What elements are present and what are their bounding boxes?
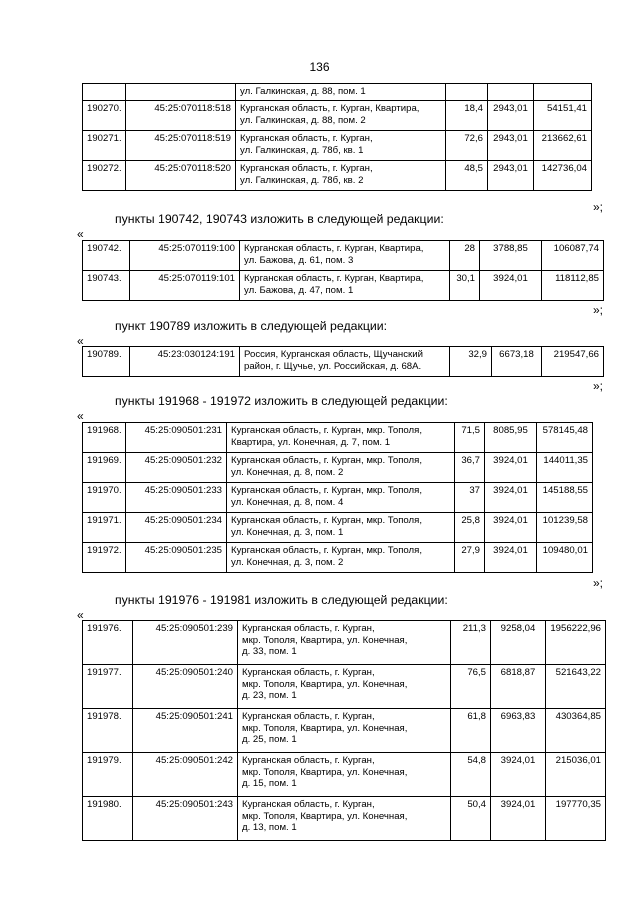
area-cell: 54,8 — [451, 753, 491, 797]
cost-cell: 219547,66 — [542, 347, 604, 377]
cost-cell: 1956222,96 — [546, 621, 606, 665]
item-number-cell: 191977. — [83, 665, 133, 709]
cost-cell: 578145,48 — [537, 423, 593, 453]
area-cell: 32,9 — [450, 347, 492, 377]
cost-cell: 106087,74 — [542, 241, 604, 271]
cost-cell: 118112,85 — [542, 271, 604, 301]
table-row — [83, 797, 606, 841]
item-number-cell: 191976. — [83, 621, 133, 665]
area-cell: 27,9 — [455, 543, 485, 573]
cadastral-number-cell: 45:25:090501:234 — [126, 513, 227, 543]
cost-cell: 197770,35 — [546, 797, 606, 841]
cadastral-number-cell: 45:25:070118:519 — [126, 131, 236, 161]
address-line: мкр. Тополя, Квартира, ул. Конечная, — [242, 810, 408, 822]
address-line: Курганская область, г. Курган, Квартира, — [244, 273, 424, 284]
cost-cell: 215036,01 — [546, 753, 606, 797]
address-line: ул. Конечная, д. 3, пом. 1 — [231, 526, 344, 538]
area-cell: 50,4 — [451, 797, 491, 841]
section-heading: пункты 190742, 190743 изложить в следующей редакции: — [115, 212, 444, 226]
table-row — [83, 241, 604, 271]
item-number-cell: 191968. — [83, 423, 126, 453]
opening-quote: « — [77, 334, 84, 348]
unit-price-cell: 3924,01 — [491, 797, 546, 841]
address-line: ул. Бажова, д. 61, пом. 3 — [244, 254, 354, 266]
cadastral-number-cell — [126, 84, 236, 101]
section-heading: пункты 191968 - 191972 изложить в следующей редакции: — [115, 394, 448, 408]
address-line: д. 25, пом. 1 — [242, 734, 297, 745]
area-cell: 18,4 — [446, 101, 488, 131]
address-line: ул. Бажова, д. 47, пом. 1 — [244, 284, 354, 296]
cadastral-number-cell: 45:25:090501:243 — [133, 797, 238, 841]
address-line: д. 15, пом. 1 — [242, 778, 297, 789]
item-number-cell: 191969. — [83, 453, 126, 483]
cadastral-number-cell: 45:25:090501:232 — [126, 453, 227, 483]
unit-price-cell: 2943,01 — [488, 131, 534, 161]
unit-price-cell: 2943,01 — [488, 101, 534, 131]
section-heading: пункт 190789 изложить в следующей редакции: — [115, 319, 388, 333]
item-number-cell: 190743. — [83, 271, 130, 301]
area-cell: 30,1 — [450, 271, 480, 301]
unit-price-cell: 3924,01 — [485, 513, 537, 543]
table-row — [83, 84, 592, 101]
cost-cell: 101239,58 — [537, 513, 593, 543]
table-row — [83, 423, 593, 453]
unit-price-cell: 2943,01 — [488, 161, 534, 191]
item-number-cell: 190742. — [83, 241, 130, 271]
table-row — [83, 543, 593, 573]
address-cell — [240, 241, 450, 271]
cost-cell: 145188,55 — [537, 483, 593, 513]
unit-price-cell: 3788,85 — [480, 241, 542, 271]
address-line: ул. Галкинская, д. 88, пом. 2 — [240, 114, 366, 126]
unit-price-cell — [488, 84, 534, 101]
area-cell: 37 — [455, 483, 485, 513]
address-line: Курганская область, г. Курган, мкр. Тополя, — [231, 455, 422, 466]
item-number-cell: 190271. — [83, 131, 126, 161]
table-row — [83, 709, 606, 753]
data-table — [82, 422, 593, 573]
address-line: д. 33, пом. 1 — [242, 646, 297, 657]
area-cell: 71,5 — [455, 423, 485, 453]
data-table — [82, 240, 604, 301]
closing-quote: »; — [592, 303, 603, 317]
address-cell — [238, 709, 451, 753]
address-line: Россия, Курганская область, Щучанский — [244, 349, 423, 360]
unit-price-cell: 6963,83 — [491, 709, 546, 753]
address-line: Курганская область, г. Курган, мкр. Тополя, — [231, 545, 422, 556]
cadastral-number-cell: 45:25:090501:242 — [133, 753, 238, 797]
table-row — [83, 131, 592, 161]
address-cell — [227, 543, 455, 573]
cost-cell: 54151,41 — [534, 101, 592, 131]
address-cell — [236, 101, 446, 131]
address-cell — [238, 621, 451, 665]
address-line: мкр. Тополя, Квартира, ул. Конечная, — [242, 766, 408, 778]
address-line: ул. Галкинская, д. 88, пом. 1 — [240, 86, 366, 97]
unit-price-cell: 9258,04 — [491, 621, 546, 665]
cost-cell: 109480,01 — [537, 543, 593, 573]
address-cell — [227, 453, 455, 483]
table-row — [83, 161, 592, 191]
opening-quote: « — [77, 608, 84, 622]
unit-price-cell: 3924,01 — [485, 483, 537, 513]
cadastral-number-cell: 45:23:030124:191 — [130, 347, 240, 377]
cost-cell: 142736,04 — [534, 161, 592, 191]
item-number-cell: 191970. — [83, 483, 126, 513]
unit-price-cell: 6818,87 — [491, 665, 546, 709]
address-line: мкр. Тополя, Квартира, ул. Конечная, — [242, 678, 408, 690]
cost-cell: 430364,85 — [546, 709, 606, 753]
table-row — [83, 665, 606, 709]
address-line: Курганская область, г. Курган, мкр. Тополя, — [231, 425, 422, 436]
address-line: ул. Конечная, д. 3, пом. 2 — [231, 556, 344, 568]
area-cell: 36,7 — [455, 453, 485, 483]
closing-quote: »; — [592, 576, 603, 590]
address-line: ул. Галкинская, д. 78б, кв. 2 — [240, 174, 364, 186]
unit-price-cell: 3924,01 — [485, 543, 537, 573]
cadastral-number-cell: 45:25:090501:231 — [126, 423, 227, 453]
address-cell — [236, 131, 446, 161]
cadastral-number-cell: 45:25:070119:101 — [130, 271, 240, 301]
unit-price-cell: 3924,01 — [491, 753, 546, 797]
address-line: д. 23, пом. 1 — [242, 690, 297, 701]
table-row — [83, 621, 606, 665]
table-row — [83, 347, 604, 377]
address-line: д. 13, пом. 1 — [242, 822, 297, 833]
cadastral-number-cell: 45:25:070119:100 — [130, 241, 240, 271]
address-line: Квартира, ул. Конечная, д. 7, пом. 1 — [231, 436, 391, 448]
cadastral-number-cell: 45:25:090501:240 — [133, 665, 238, 709]
area-cell: 28 — [450, 241, 480, 271]
address-line: Курганская область, г. Курган, — [242, 623, 375, 634]
cost-cell: 213662,61 — [534, 131, 592, 161]
address-cell — [227, 483, 455, 513]
address-line: район, г. Щучье, ул. Российская, д. 68А. — [244, 360, 422, 372]
data-table — [82, 620, 606, 841]
unit-price-cell: 3924,01 — [480, 271, 542, 301]
area-cell: 48,5 — [446, 161, 488, 191]
unit-price-cell: 8085,95 — [485, 423, 537, 453]
area-cell: 61,8 — [451, 709, 491, 753]
address-line: мкр. Тополя, Квартира, ул. Конечная, — [242, 634, 408, 646]
item-number-cell: 191979. — [83, 753, 133, 797]
data-table — [82, 346, 604, 377]
cadastral-number-cell: 45:25:090501:241 — [133, 709, 238, 753]
area-cell: 211,3 — [451, 621, 491, 665]
opening-quote: « — [77, 227, 84, 241]
item-number-cell: 190789. — [83, 347, 130, 377]
address-line: ул. Конечная, д. 8, пом. 2 — [231, 466, 344, 478]
address-line: Курганская область, г. Курган, Квартира, — [244, 243, 424, 254]
closing-quote: »; — [592, 379, 603, 393]
address-cell — [227, 513, 455, 543]
item-number-cell: 191972. — [83, 543, 126, 573]
address-line: Курганская область, г. Курган, — [242, 799, 375, 810]
unit-price-cell: 6673,18 — [492, 347, 542, 377]
cadastral-number-cell: 45:25:070118:518 — [126, 101, 236, 131]
area-cell: 25,8 — [455, 513, 485, 543]
opening-quote: « — [77, 409, 84, 423]
address-line: Курганская область, г. Курган, — [240, 163, 373, 174]
item-number-cell: 191978. — [83, 709, 133, 753]
address-line: Курганская область, г. Курган, — [242, 667, 375, 678]
closing-quote: »; — [592, 200, 603, 214]
address-line: Курганская область, г. Курган, мкр. Тополя, — [231, 515, 422, 526]
address-cell — [238, 753, 451, 797]
data-table — [82, 83, 592, 191]
address-cell — [238, 665, 451, 709]
table-row — [83, 453, 593, 483]
address-line: ул. Галкинская, д. 78б, кв. 1 — [240, 144, 364, 156]
address-line: ул. Конечная, д. 8, пом. 4 — [231, 496, 344, 508]
item-number-cell: 190270. — [83, 101, 126, 131]
table-row — [83, 483, 593, 513]
cadastral-number-cell: 45:25:090501:239 — [133, 621, 238, 665]
page-number: 136 — [309, 60, 330, 74]
unit-price-cell: 3924,01 — [485, 453, 537, 483]
cost-cell — [534, 84, 592, 101]
address-line: Курганская область, г. Курган, мкр. Тополя, — [231, 485, 422, 496]
table-row — [83, 513, 593, 543]
cost-cell: 144011,35 — [537, 453, 593, 483]
address-cell — [238, 797, 451, 841]
area-cell: 72,6 — [446, 131, 488, 161]
table-row — [83, 101, 592, 131]
address-line: Курганская область, г. Курган, — [242, 755, 375, 766]
address-cell — [240, 271, 450, 301]
area-cell: 76,5 — [451, 665, 491, 709]
cadastral-number-cell: 45:25:070118:520 — [126, 161, 236, 191]
table-row — [83, 271, 604, 301]
address-line: Курганская область, г. Курган, — [242, 711, 375, 722]
address-line: Курганская область, г. Курган, — [240, 133, 373, 144]
address-cell — [227, 423, 455, 453]
item-number-cell: 190272. — [83, 161, 126, 191]
item-number-cell — [83, 84, 126, 101]
table-row — [83, 753, 606, 797]
address-cell — [236, 84, 446, 101]
section-heading: пункты 191976 - 191981 изложить в следующей редакции: — [115, 593, 448, 607]
cost-cell: 521643,22 — [546, 665, 606, 709]
address-cell — [240, 347, 450, 377]
address-line: мкр. Тополя, Квартира, ул. Конечная, — [242, 722, 408, 734]
address-line: Курганская область, г. Курган, Квартира, — [240, 103, 420, 114]
item-number-cell: 191971. — [83, 513, 126, 543]
address-cell — [236, 161, 446, 191]
cadastral-number-cell: 45:25:090501:235 — [126, 543, 227, 573]
cadastral-number-cell: 45:25:090501:233 — [126, 483, 227, 513]
area-cell — [446, 84, 488, 101]
item-number-cell: 191980. — [83, 797, 133, 841]
